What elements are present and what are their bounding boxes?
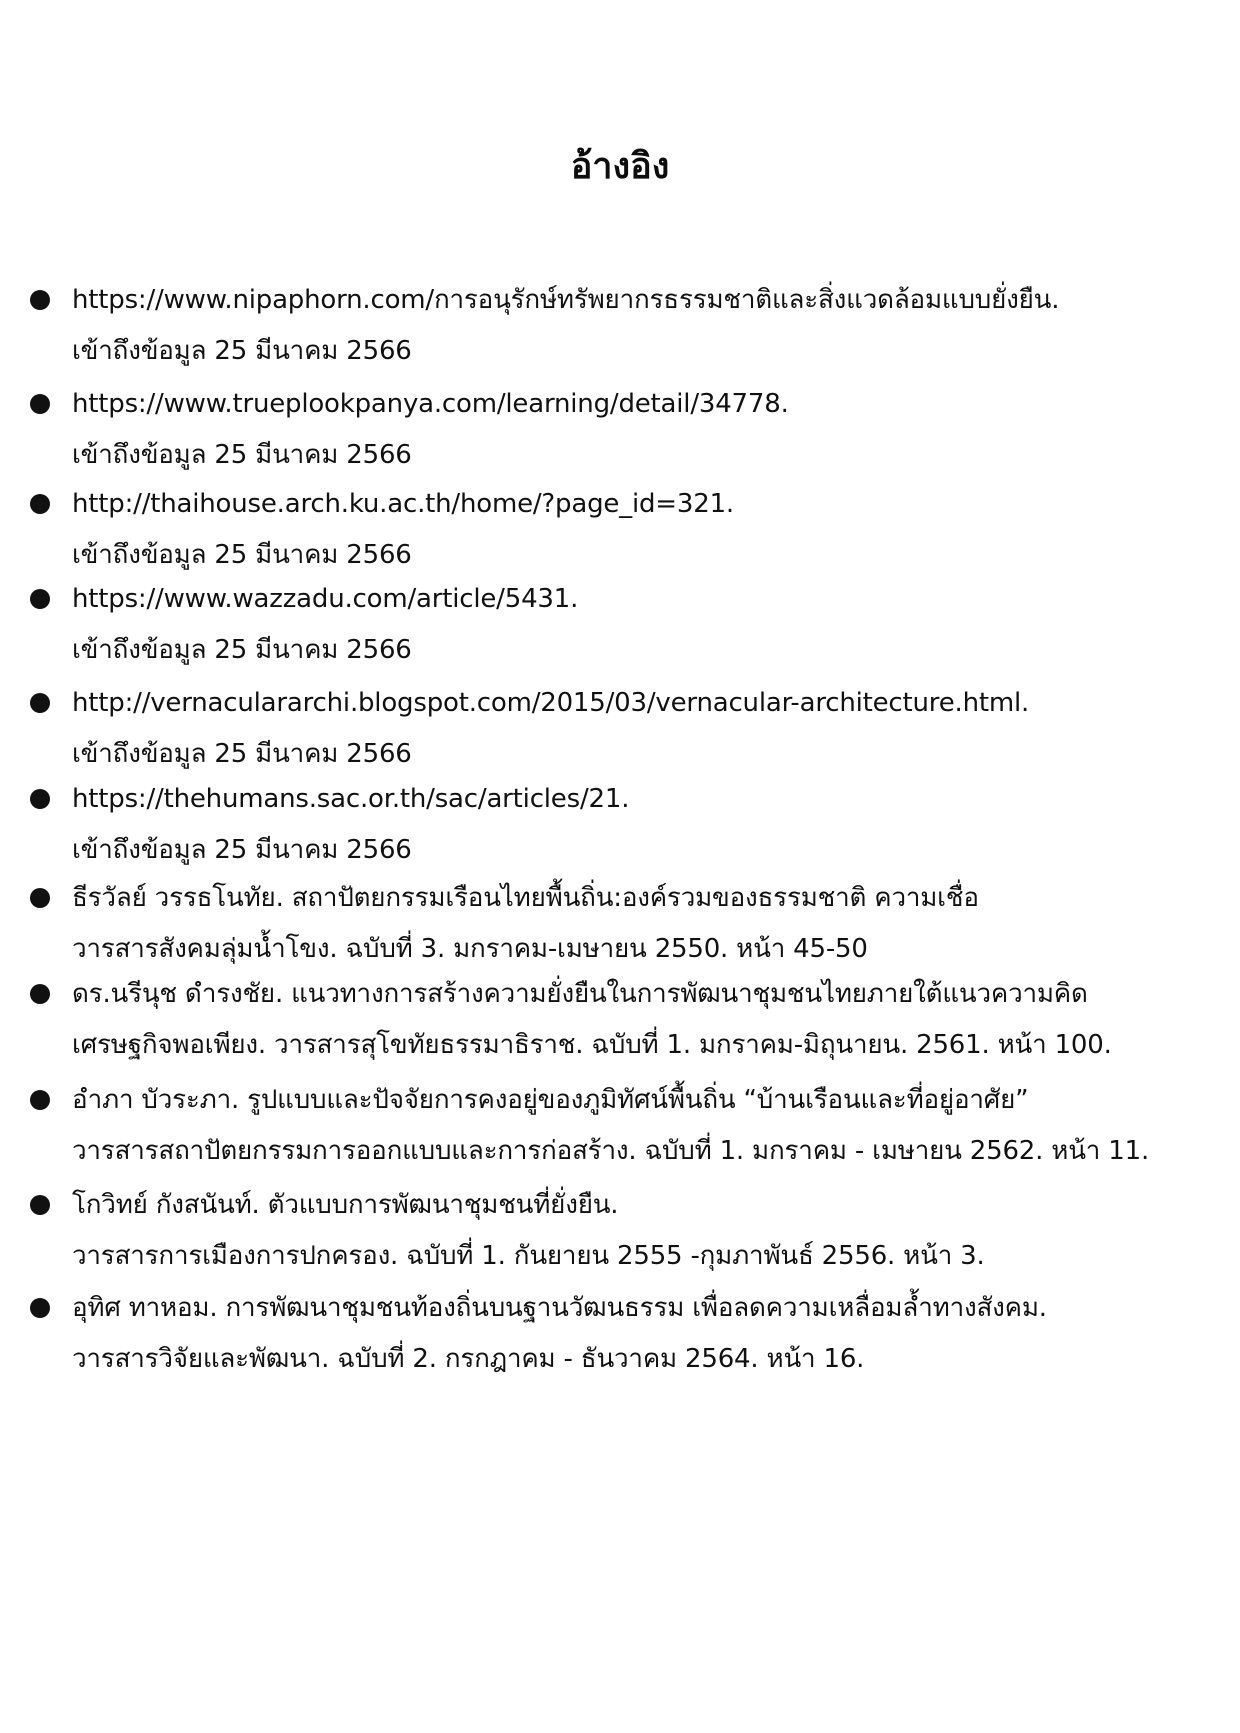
bullet-icon bbox=[30, 1195, 50, 1215]
bullet-icon bbox=[30, 888, 50, 908]
reference-item bbox=[0, 574, 1240, 678]
reference-item bbox=[0, 275, 1240, 379]
reference-line-1: https://www.nipaphorn.com/การอนุรักษ์ทรัพยากรธรรมชาติและสิ่งแวดล้อมแบบยั่งยืน. bbox=[72, 285, 1060, 315]
bullet-icon bbox=[30, 394, 50, 414]
bullet-icon bbox=[30, 1090, 50, 1110]
reference-item bbox=[0, 678, 1240, 774]
reference-list bbox=[0, 275, 1240, 1386]
bullet-icon bbox=[30, 693, 50, 713]
reference-text bbox=[72, 1283, 1232, 1385]
reference-line-2: เข้าถึงข้อมูล 25 มีนาคม 2566 bbox=[72, 540, 412, 570]
reference-line-2: เข้าถึงข้อมูล 25 มีนาคม 2566 bbox=[72, 336, 412, 366]
bullet-icon bbox=[30, 1298, 50, 1318]
reference-item bbox=[0, 1283, 1240, 1386]
bullet-icon bbox=[30, 494, 50, 514]
reference-line-1: อำภา บัวระภา. รูปแบบและปัจจัยการคงอยู่ของภูมิทัศน์พื้นถิ่น “บ้านเรือนและที่อยู่อาศัย” bbox=[72, 1085, 1029, 1115]
reference-line-1: https://www.wazzadu.com/article/5431. bbox=[72, 584, 579, 614]
reference-item bbox=[0, 1180, 1240, 1283]
reference-text bbox=[72, 379, 1232, 481]
reference-text bbox=[72, 969, 1232, 1071]
bullet-icon bbox=[30, 589, 50, 609]
reference-line-2: เข้าถึงข้อมูล 25 มีนาคม 2566 bbox=[72, 440, 412, 470]
reference-text bbox=[72, 774, 1232, 876]
reference-item bbox=[0, 969, 1240, 1075]
reference-line-1: http://vernaculararchi.blogspot.com/2015/03/vernacular-architecture.html. bbox=[72, 688, 1030, 718]
reference-text bbox=[72, 1180, 1232, 1282]
reference-line-1: ธีรวัลย์ วรรธโนทัย. สถาปัตยกรรมเรือนไทยพื้นถิ่น:องค์รวมของธรรมชาติ ความเชื่อ bbox=[72, 883, 979, 913]
reference-line-1: https://www.trueplookpanya.com/learning/detail/34778. bbox=[72, 389, 789, 419]
reference-item bbox=[0, 873, 1240, 969]
reference-line-2: เข้าถึงข้อมูล 25 มีนาคม 2566 bbox=[72, 835, 412, 865]
page-title: อ้างอิง bbox=[570, 146, 670, 187]
reference-line-1: อุทิศ ทาหอม. การพัฒนาชุมชนท้องถิ่นบนฐานวัฒนธรรม เพื่อลดความเหลื่อมล้ำทางสังคม. bbox=[72, 1293, 1047, 1323]
reference-line-2: วารสารสังคมลุ่มน้ำโขง. ฉบับที่ 3. มกราคม-เมษายน 2550. หน้า 45-50 bbox=[72, 934, 868, 964]
reference-line-2: เข้าถึงข้อมูล 25 มีนาคม 2566 bbox=[72, 635, 412, 665]
reference-line-1: โกวิทย์ กังสนันท์. ตัวแบบการพัฒนาชุมชนที่ยั่งยืน. bbox=[72, 1190, 619, 1220]
reference-line-2: วารสารวิจัยและพัฒนา. ฉบับที่ 2. กรกฎาคม - ธันวาคม 2564. หน้า 16. bbox=[72, 1344, 865, 1374]
reference-line-2: วารสารการเมืองการปกครอง. ฉบับที่ 1. กันยายน 2555 -กุมภาพันธ์ 2556. หน้า 3. bbox=[72, 1241, 985, 1271]
reference-line-1: https://thehumans.sac.or.th/sac/articles/21. bbox=[72, 784, 630, 814]
reference-line-1: http://thaihouse.arch.ku.ac.th/home/?page_id=321. bbox=[72, 489, 734, 519]
bullet-icon bbox=[30, 290, 50, 310]
reference-item bbox=[0, 774, 1240, 873]
reference-text bbox=[72, 1075, 1232, 1177]
reference-line-1: ดร.นรีนุช ดำรงชัย. แนวทางการสร้างความยั่งยืนในการพัฒนาชุมชนไทยภายใต้แนวความคิด bbox=[72, 979, 1088, 1009]
reference-text bbox=[72, 275, 1232, 377]
reference-item bbox=[0, 379, 1240, 479]
bullet-icon bbox=[30, 984, 50, 1004]
reference-item bbox=[0, 479, 1240, 574]
reference-line-2: วารสารสถาปัตยกรรมการออกแบบและการก่อสร้าง. ฉบับที่ 1. มกราคม - เมษายน 2562. หน้า 11. bbox=[72, 1136, 1150, 1166]
reference-line-2: เข้าถึงข้อมูล 25 มีนาคม 2566 bbox=[72, 739, 412, 769]
reference-text bbox=[72, 678, 1232, 780]
reference-text bbox=[72, 873, 1232, 975]
reference-item bbox=[0, 1075, 1240, 1180]
bullet-icon bbox=[30, 789, 50, 809]
reference-text bbox=[72, 479, 1232, 581]
reference-text bbox=[72, 574, 1232, 676]
reference-line-2: เศรษฐกิจพอเพียง. วารสารสุโขทัยธรรมาธิราช. ฉบับที่ 1. มกราคม-มิถุนายน. 2561. หน้า 100. bbox=[72, 1030, 1112, 1060]
